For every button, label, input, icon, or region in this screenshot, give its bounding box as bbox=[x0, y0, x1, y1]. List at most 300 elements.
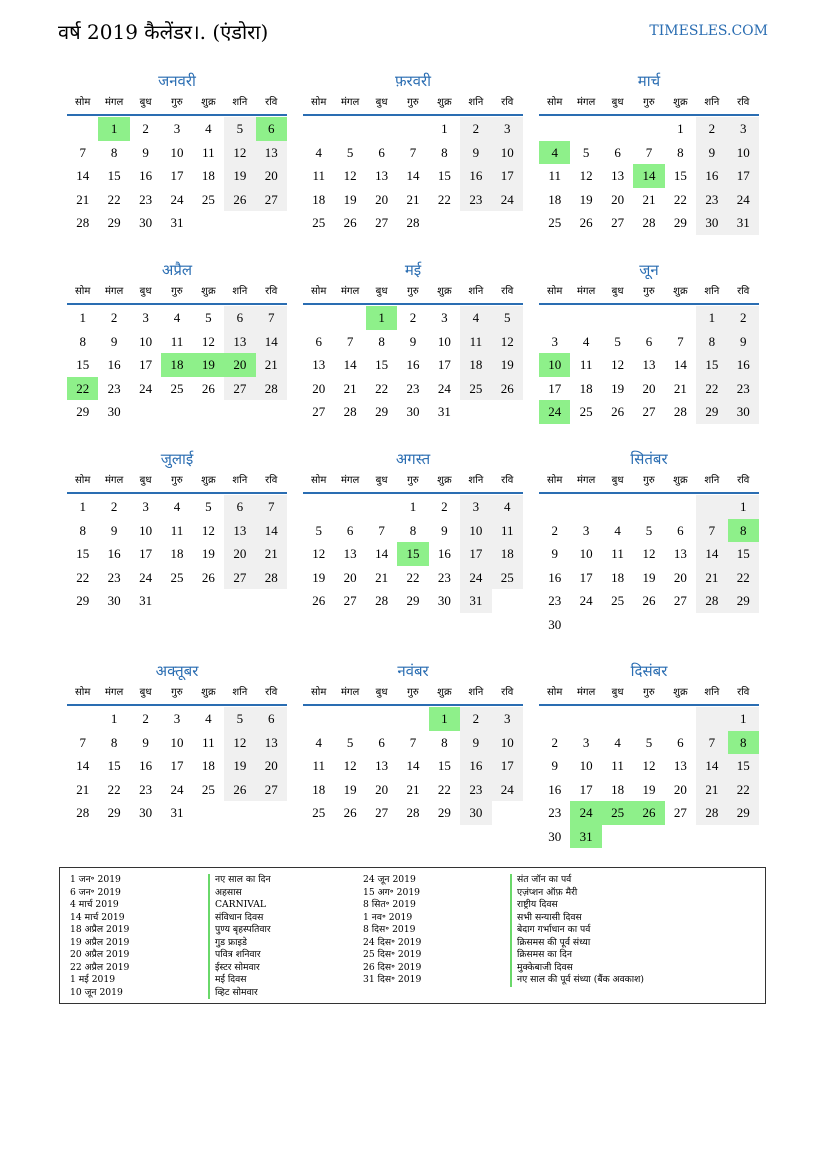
day-cell: 18 bbox=[312, 781, 326, 797]
empty-cell bbox=[303, 117, 334, 141]
day-cell: 7 bbox=[677, 333, 684, 349]
month-name: अप्रैल bbox=[161, 261, 193, 279]
empty-cell bbox=[303, 707, 334, 731]
weekday-label: गुरु bbox=[171, 286, 183, 297]
day-cell: 11 bbox=[170, 522, 184, 538]
day-cell: 5 bbox=[224, 117, 255, 141]
day-cell: 28 bbox=[696, 801, 727, 825]
day-cell: 14 bbox=[256, 519, 287, 543]
weekday-label: मंगल bbox=[104, 286, 124, 297]
day-cell: 15 bbox=[107, 758, 121, 773]
day-cell: 30 bbox=[728, 400, 759, 424]
day-cell: 25 bbox=[201, 191, 215, 207]
empty-cell bbox=[570, 495, 601, 519]
day-cell: 3 bbox=[441, 310, 448, 325]
empty-cell bbox=[224, 400, 255, 424]
day-cell: 10 bbox=[170, 144, 184, 160]
month-name: अक्तूबर bbox=[155, 662, 199, 680]
empty-cell bbox=[366, 117, 397, 141]
day-cell: 10 bbox=[139, 333, 153, 349]
weekday-label: शनि bbox=[704, 97, 720, 108]
day-cell: 17 bbox=[170, 758, 184, 773]
day-cell: 14 bbox=[76, 758, 90, 773]
legend-entry: मई दिवस bbox=[208, 974, 271, 987]
day-cell: 2 bbox=[409, 310, 417, 325]
weekday-label: सोम bbox=[311, 97, 327, 108]
day-cell: 1 bbox=[696, 306, 727, 330]
day-cell: 12 bbox=[642, 546, 656, 561]
weekday-label: सोम bbox=[75, 475, 91, 486]
month-name: सितंबर bbox=[630, 450, 668, 468]
day-cell: 21 bbox=[696, 778, 727, 802]
weekday-label: गुरु bbox=[643, 97, 655, 108]
legend-entry: 31 दिस॰ 2019 bbox=[363, 974, 422, 985]
day-cell: 1 bbox=[677, 121, 684, 136]
legend-entry: CARNIVAL bbox=[208, 899, 271, 912]
day-cell: 20 bbox=[375, 191, 389, 207]
legend-entry: 18 अप्रैल 2019 bbox=[70, 924, 130, 935]
weekday-label: सोम bbox=[75, 97, 91, 108]
day-cell: 12 bbox=[492, 330, 523, 354]
day-cell: 16 bbox=[460, 754, 491, 778]
day-cell: 18 bbox=[611, 781, 625, 797]
day-cell: 1 bbox=[110, 711, 118, 726]
day-cell: 14 bbox=[696, 754, 727, 778]
day-cell: 23 bbox=[437, 569, 451, 585]
day-cell: 26 bbox=[224, 778, 255, 802]
day-cell: 23 bbox=[107, 569, 121, 585]
day-cell: 18 bbox=[312, 191, 326, 207]
legend-entry: संविधान दिवस bbox=[208, 912, 271, 925]
day-cell: 26 bbox=[343, 215, 357, 230]
day-cell: 2 bbox=[142, 121, 149, 136]
day-cell: 12 bbox=[579, 168, 593, 183]
day-cell: 15 bbox=[673, 168, 687, 183]
day-cell: 1 bbox=[409, 499, 417, 514]
day-cell: 29 bbox=[107, 805, 121, 820]
day-cell: 25 bbox=[170, 380, 184, 396]
day-cell: 14 bbox=[256, 330, 287, 354]
empty-cell bbox=[602, 707, 633, 731]
day-cell: 3 bbox=[492, 117, 523, 141]
day-cell: 13 bbox=[375, 758, 389, 773]
day-cell: 24 bbox=[139, 380, 153, 396]
day-cell: 20 bbox=[673, 569, 687, 585]
day-cell: 6 bbox=[315, 333, 322, 349]
day-grid bbox=[303, 306, 523, 424]
empty-cell bbox=[460, 211, 491, 235]
weekday-header bbox=[539, 94, 759, 116]
legend-entry: क्रिसमस का दिन bbox=[510, 949, 644, 962]
day-cell: 14 bbox=[406, 168, 420, 183]
day-cell: 3 bbox=[142, 310, 149, 325]
day-cell: 9 bbox=[142, 144, 149, 160]
empty-cell bbox=[492, 400, 523, 424]
empty-cell bbox=[539, 495, 570, 519]
day-cell: 30 bbox=[437, 593, 451, 608]
day-cell: 7 bbox=[256, 495, 287, 519]
weekday-header bbox=[539, 684, 759, 706]
day-cell: 29 bbox=[728, 801, 759, 825]
day-cell: 2 bbox=[728, 306, 759, 330]
day-cell: 18 bbox=[201, 168, 215, 183]
day-cell: 5 bbox=[346, 144, 354, 160]
day-cell: 17 bbox=[728, 164, 759, 188]
weekday-label: रवि bbox=[737, 687, 750, 698]
day-cell: 31 bbox=[139, 593, 153, 608]
day-cell: 23 bbox=[139, 781, 153, 797]
day-cell: 6 bbox=[677, 734, 684, 750]
empty-cell bbox=[161, 589, 192, 613]
day-cell: 27 bbox=[343, 593, 357, 608]
day-cell: 16 bbox=[139, 758, 153, 773]
day-cell: 26 bbox=[224, 188, 255, 212]
day-cell: 18 bbox=[170, 546, 184, 561]
day-cell: 23 bbox=[696, 188, 727, 212]
month-name: मार्च bbox=[637, 72, 661, 90]
day-grid bbox=[539, 495, 759, 636]
day-cell: 25 bbox=[170, 569, 184, 585]
day-cell: 20 bbox=[343, 569, 357, 585]
day-cell: 14 bbox=[406, 758, 420, 773]
legend-entry: बेदाग गर्भाधान का पर्व bbox=[510, 924, 644, 937]
day-cell: 19 bbox=[201, 546, 215, 561]
day-cell: 28 bbox=[696, 589, 727, 613]
empty-cell bbox=[224, 211, 255, 235]
day-cell: 8 bbox=[441, 734, 448, 750]
day-cell: 14 bbox=[343, 357, 357, 372]
empty-cell bbox=[397, 707, 428, 731]
empty-cell bbox=[334, 117, 365, 141]
weekday-label: सोम bbox=[547, 286, 563, 297]
empty-cell bbox=[728, 825, 759, 849]
day-cell: 9 bbox=[728, 330, 759, 354]
day-cell: 8 bbox=[378, 333, 385, 349]
weekday-label: रवि bbox=[265, 97, 278, 108]
empty-cell bbox=[161, 400, 192, 424]
legend-entry: व्हिट सोमवार bbox=[208, 987, 271, 1000]
weekday-label: शनि bbox=[468, 97, 484, 108]
month-name: जून bbox=[639, 261, 659, 279]
day-cell: 8 bbox=[728, 731, 759, 755]
weekday-label: शुक्र bbox=[673, 97, 688, 108]
empty-cell bbox=[539, 117, 570, 141]
weekday-label: बुध bbox=[139, 687, 152, 698]
day-cell: 12 bbox=[201, 333, 215, 349]
day-cell: 10 bbox=[139, 522, 153, 538]
day-cell: 12 bbox=[642, 758, 656, 773]
day-cell: 29 bbox=[728, 589, 759, 613]
day-cell: 14 bbox=[375, 546, 389, 561]
day-cell: 18 bbox=[548, 191, 562, 207]
empty-cell bbox=[665, 707, 696, 731]
day-cell: 20 bbox=[224, 542, 255, 566]
weekday-label: बुध bbox=[375, 687, 388, 698]
day-cell: 24 bbox=[492, 778, 523, 802]
weekday-label: शुक्र bbox=[673, 475, 688, 486]
legend-dates-1 bbox=[70, 874, 129, 999]
day-cell: 8 bbox=[696, 330, 727, 354]
day-cell: 16 bbox=[728, 353, 759, 377]
day-cell: 4 bbox=[614, 522, 621, 538]
day-cell: 17 bbox=[170, 168, 184, 183]
day-cell: 31 bbox=[170, 805, 184, 820]
day-cell: 6 bbox=[645, 333, 653, 349]
day-grid bbox=[539, 117, 759, 235]
day-cell: 16 bbox=[406, 357, 420, 372]
month-block bbox=[539, 70, 759, 235]
weekday-label: सोम bbox=[547, 475, 563, 486]
weekday-label: शनि bbox=[704, 687, 720, 698]
weekday-label: बुध bbox=[611, 475, 624, 486]
legend-names-2 bbox=[510, 874, 644, 987]
day-cell: 13 bbox=[256, 731, 287, 755]
day-cell: 7 bbox=[409, 144, 417, 160]
weekday-header bbox=[67, 94, 287, 116]
day-cell: 23 bbox=[460, 778, 491, 802]
empty-cell bbox=[633, 613, 664, 637]
day-cell: 31 bbox=[460, 589, 491, 613]
day-cell: 26 bbox=[611, 404, 625, 419]
empty-cell bbox=[256, 801, 287, 825]
day-cell: 26 bbox=[579, 215, 593, 230]
day-cell: 13 bbox=[611, 168, 625, 183]
day-grid bbox=[539, 707, 759, 848]
day-cell: 2 bbox=[110, 499, 118, 514]
day-cell: 2 bbox=[441, 499, 448, 514]
day-cell: 9 bbox=[110, 522, 118, 538]
empty-cell bbox=[602, 613, 633, 637]
day-cell: 7 bbox=[696, 519, 727, 543]
empty-cell bbox=[130, 400, 161, 424]
weekday-label: बुध bbox=[611, 286, 624, 297]
day-cell: 24 bbox=[579, 593, 593, 608]
day-cell: 27 bbox=[224, 566, 255, 590]
day-cell: 20 bbox=[312, 380, 326, 396]
empty-cell bbox=[633, 306, 664, 330]
legend-entry: 22 अप्रैल 2019 bbox=[70, 961, 130, 973]
day-cell: 2 bbox=[142, 711, 149, 726]
day-cell: 8 bbox=[677, 144, 684, 160]
day-cell: 22 bbox=[76, 569, 90, 585]
day-cell: 15 bbox=[397, 542, 428, 566]
empty-cell bbox=[728, 613, 759, 637]
day-cell: 22 bbox=[107, 781, 121, 797]
weekday-header bbox=[539, 472, 759, 494]
day-cell: 5 bbox=[645, 522, 653, 538]
weekday-label: मंगल bbox=[340, 475, 360, 486]
day-cell: 21 bbox=[76, 191, 90, 207]
empty-cell bbox=[303, 306, 334, 330]
day-cell: 22 bbox=[375, 380, 389, 396]
day-cell: 28 bbox=[76, 215, 90, 230]
day-cell: 11 bbox=[579, 357, 593, 372]
day-cell: 13 bbox=[224, 330, 255, 354]
weekday-label: रवि bbox=[265, 475, 278, 486]
day-cell: 19 bbox=[224, 164, 255, 188]
empty-cell bbox=[492, 211, 523, 235]
day-cell: 24 bbox=[492, 188, 523, 212]
day-cell: 20 bbox=[642, 380, 656, 396]
day-cell: 10 bbox=[492, 731, 523, 755]
weekday-label: सोम bbox=[547, 97, 563, 108]
day-cell: 16 bbox=[696, 164, 727, 188]
empty-cell bbox=[633, 707, 664, 731]
weekday-label: शनि bbox=[468, 286, 484, 297]
weekday-label: बुध bbox=[611, 687, 624, 698]
day-cell: 31 bbox=[570, 825, 601, 849]
day-cell: 1 bbox=[441, 121, 448, 136]
weekday-label: रवि bbox=[501, 97, 514, 108]
empty-cell bbox=[602, 306, 633, 330]
day-cell: 12 bbox=[343, 168, 357, 183]
weekday-label: गुरु bbox=[407, 687, 419, 698]
weekday-label: मंगल bbox=[104, 97, 124, 108]
legend-entry: नए साल का दिन bbox=[208, 874, 271, 887]
day-cell: 16 bbox=[139, 168, 153, 183]
day-cell: 27 bbox=[642, 404, 656, 419]
legend-entry: 24 जून 2019 bbox=[363, 874, 416, 885]
day-cell: 28 bbox=[406, 805, 420, 820]
day-cell: 3 bbox=[142, 499, 149, 514]
legend-entry: 25 दिस॰ 2019 bbox=[363, 949, 422, 960]
day-cell: 1 bbox=[79, 499, 86, 514]
empty-cell bbox=[570, 117, 601, 141]
day-cell: 8 bbox=[110, 734, 118, 750]
empty-cell bbox=[256, 589, 287, 613]
day-cell: 29 bbox=[406, 593, 420, 608]
month-name: फ़रवरी bbox=[394, 72, 432, 90]
weekday-label: शनि bbox=[468, 687, 484, 698]
day-cell: 25 bbox=[492, 566, 523, 590]
day-cell: 2 bbox=[460, 117, 491, 141]
legend-dates-2 bbox=[363, 874, 421, 987]
legend-entry: 1 मई 2019 bbox=[70, 974, 116, 985]
empty-cell bbox=[633, 825, 664, 849]
month-block bbox=[303, 70, 523, 235]
month-block bbox=[67, 259, 287, 424]
day-cell: 31 bbox=[728, 211, 759, 235]
month-name: जनवरी bbox=[158, 72, 196, 90]
weekday-label: शुक्र bbox=[673, 286, 688, 297]
day-cell: 21 bbox=[375, 569, 389, 585]
day-cell: 10 bbox=[579, 758, 593, 773]
day-cell: 24 bbox=[170, 781, 184, 797]
day-cell: 18 bbox=[460, 353, 491, 377]
day-cell: 2 bbox=[696, 117, 727, 141]
day-cell: 9 bbox=[142, 734, 149, 750]
day-cell: 15 bbox=[437, 168, 451, 183]
legend-entry: राष्ट्रीय दिवस bbox=[510, 899, 644, 912]
day-cell: 23 bbox=[460, 188, 491, 212]
day-cell: 17 bbox=[492, 164, 523, 188]
day-cell: 10 bbox=[579, 546, 593, 561]
day-cell: 11 bbox=[611, 546, 624, 561]
day-cell: 15 bbox=[76, 357, 90, 372]
day-cell: 6 bbox=[378, 734, 385, 750]
empty-cell bbox=[460, 400, 491, 424]
site-link[interactable]: TIMESLES.COM bbox=[649, 23, 768, 39]
legend-entry: ईस्टर सोमवार bbox=[208, 962, 271, 975]
day-cell: 27 bbox=[673, 593, 687, 608]
day-cell: 5 bbox=[645, 734, 653, 750]
day-cell: 21 bbox=[256, 353, 287, 377]
day-cell: 13 bbox=[673, 546, 687, 561]
day-grid bbox=[67, 495, 287, 613]
day-cell: 15 bbox=[375, 357, 389, 372]
weekday-header bbox=[303, 94, 523, 116]
weekday-label: बुध bbox=[375, 286, 388, 297]
legend-entry: पवित्र शनिवार bbox=[208, 949, 271, 962]
day-cell: 26 bbox=[312, 593, 326, 608]
weekday-label: रवि bbox=[737, 286, 750, 297]
day-cell: 11 bbox=[548, 168, 561, 183]
weekday-label: मंगल bbox=[576, 687, 596, 698]
day-cell: 18 bbox=[492, 542, 523, 566]
legend-entry: 19 अप्रैल 2019 bbox=[70, 936, 130, 948]
empty-cell bbox=[429, 211, 460, 235]
empty-cell bbox=[366, 495, 397, 519]
day-cell: 30 bbox=[548, 616, 562, 632]
day-cell: 10 bbox=[437, 333, 451, 349]
day-cell: 10 bbox=[460, 519, 491, 543]
day-grid bbox=[303, 707, 523, 825]
day-cell: 6 bbox=[256, 117, 287, 141]
empty-cell bbox=[67, 707, 98, 731]
day-cell: 10 bbox=[539, 353, 570, 377]
day-cell: 1 bbox=[98, 117, 129, 141]
day-cell: 4 bbox=[539, 141, 570, 165]
day-cell: 27 bbox=[375, 215, 389, 230]
day-cell: 18 bbox=[161, 353, 192, 377]
day-cell: 16 bbox=[548, 569, 562, 585]
day-cell: 27 bbox=[224, 377, 255, 401]
weekday-label: रवि bbox=[737, 97, 750, 108]
legend-entry: नए साल की पूर्व संध्या (बैंक अवकाश) bbox=[510, 974, 644, 987]
day-cell: 30 bbox=[139, 805, 153, 820]
month-block bbox=[67, 448, 287, 613]
empty-cell bbox=[224, 589, 255, 613]
legend-entry: सभी सन्यासी दिवस bbox=[510, 912, 644, 925]
day-cell: 3 bbox=[173, 711, 181, 726]
day-cell: 26 bbox=[642, 593, 656, 608]
day-cell: 22 bbox=[696, 377, 727, 401]
weekday-label: गुरु bbox=[407, 475, 419, 486]
day-cell: 31 bbox=[170, 215, 184, 230]
weekday-label: सोम bbox=[547, 687, 563, 698]
legend-entry: 20 अप्रैल 2019 bbox=[70, 949, 130, 960]
day-cell: 7 bbox=[79, 734, 86, 750]
day-cell: 7 bbox=[409, 734, 417, 750]
empty-cell bbox=[665, 825, 696, 849]
day-cell: 24 bbox=[139, 569, 153, 585]
day-cell: 25 bbox=[602, 801, 633, 825]
day-cell: 24 bbox=[539, 400, 570, 424]
day-cell: 29 bbox=[107, 215, 121, 230]
weekday-label: रवि bbox=[265, 286, 278, 297]
day-cell: 2 bbox=[460, 707, 491, 731]
weekday-header bbox=[303, 283, 523, 305]
weekday-label: सोम bbox=[311, 687, 327, 698]
empty-cell bbox=[334, 707, 365, 731]
day-cell: 17 bbox=[437, 357, 451, 372]
empty-cell bbox=[334, 495, 365, 519]
weekday-label: रवि bbox=[501, 286, 514, 297]
weekday-label: रवि bbox=[265, 687, 278, 698]
day-cell: 17 bbox=[579, 781, 593, 797]
day-cell: 4 bbox=[315, 144, 322, 160]
day-cell: 11 bbox=[202, 144, 215, 160]
